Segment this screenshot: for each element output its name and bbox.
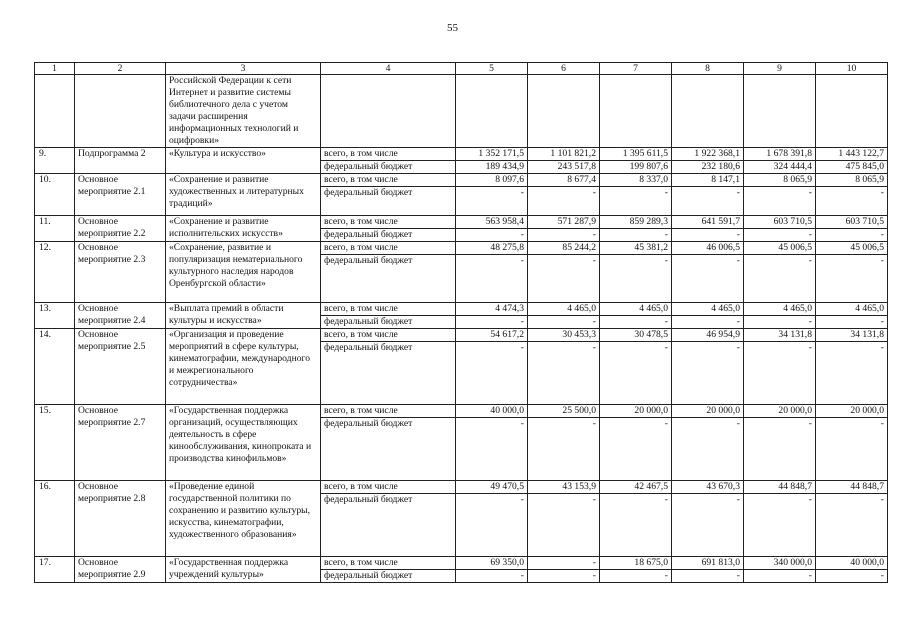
- amount-cell: 189 434,9: [456, 161, 528, 174]
- amount-cell: -: [600, 570, 672, 583]
- table-body: [35, 63, 888, 583]
- header-cell: 5: [456, 63, 528, 75]
- amount-cell: -: [816, 494, 888, 557]
- row-kind: Основное мероприятие 2.9: [75, 557, 166, 583]
- empty-cell: [321, 75, 456, 148]
- amount-cell: -: [816, 418, 888, 481]
- amount-cell: -: [456, 418, 528, 481]
- empty-cell: [600, 75, 672, 148]
- amount-cell: 4 465,0: [600, 303, 672, 316]
- amount-cell: -: [744, 316, 816, 329]
- funding-label: всего, в том числе: [321, 216, 456, 229]
- amount-cell: 603 710,5: [816, 216, 888, 229]
- amount-cell: 691 813,0: [672, 557, 744, 570]
- amount-cell: 18 675,0: [600, 557, 672, 570]
- amount-cell: 1 443 122,7: [816, 148, 888, 161]
- amount-cell: 4 474,3: [456, 303, 528, 316]
- amount-cell: 48 275,8: [456, 242, 528, 255]
- table-row: [35, 405, 888, 418]
- amount-cell: -: [744, 229, 816, 242]
- measure-name: «Сохранение и развитие исполнительских искусств»: [166, 216, 321, 242]
- empty-cell: [75, 75, 166, 148]
- table-row: [35, 329, 888, 342]
- amount-cell: 49 470,5: [456, 481, 528, 494]
- amount-cell: -: [672, 570, 744, 583]
- measure-name: «Сохранение и развитие художественных и литературных традиций»: [166, 174, 321, 216]
- amount-cell: -: [816, 342, 888, 405]
- amount-cell: 340 000,0: [744, 557, 816, 570]
- amount-cell: 45 381,2: [600, 242, 672, 255]
- empty-cell: [456, 75, 528, 148]
- amount-cell: 4 465,0: [528, 303, 600, 316]
- row-number: 10.: [35, 174, 75, 216]
- amount-cell: -: [816, 316, 888, 329]
- amount-cell: -: [672, 255, 744, 303]
- amount-cell: -: [816, 229, 888, 242]
- table-row: [35, 216, 888, 229]
- row-number: 15.: [35, 405, 75, 481]
- amount-cell: 4 465,0: [816, 303, 888, 316]
- amount-cell: -: [528, 255, 600, 303]
- table-row: [35, 148, 888, 161]
- measure-name: Российской Федерации к сети Интернет и развитие системы библиотечного дела с учетом задачи расширения информационных технологий и оцифровки»: [166, 75, 321, 148]
- header-cell: 9: [744, 63, 816, 75]
- amount-cell: 199 807,6: [600, 161, 672, 174]
- amount-cell: 34 131,8: [744, 329, 816, 342]
- table-row: [35, 242, 888, 255]
- amount-cell: -: [600, 255, 672, 303]
- amount-cell: 69 350,0: [456, 557, 528, 570]
- row-number: 9.: [35, 148, 75, 174]
- funding-label: всего, в том числе: [321, 148, 456, 161]
- amount-cell: 30 478,5: [600, 329, 672, 342]
- funding-label: федеральный бюджет: [321, 418, 456, 481]
- amount-cell: 8 065,9: [744, 174, 816, 187]
- row-number: 11.: [35, 216, 75, 242]
- amount-cell: -: [600, 316, 672, 329]
- empty-cell: [672, 75, 744, 148]
- amount-cell: 85 244,2: [528, 242, 600, 255]
- row-kind: Основное мероприятие 2.2: [75, 216, 166, 242]
- amount-cell: 54 617,2: [456, 329, 528, 342]
- amount-cell: -: [456, 187, 528, 216]
- funding-label: федеральный бюджет: [321, 187, 456, 216]
- measure-name: «Выплата премий в области культуры и искусства»: [166, 303, 321, 329]
- amount-cell: -: [456, 255, 528, 303]
- row-kind: Основное мероприятие 2.4: [75, 303, 166, 329]
- amount-cell: -: [528, 187, 600, 216]
- amount-cell: -: [456, 342, 528, 405]
- funding-label: всего, в том числе: [321, 557, 456, 570]
- row-kind: Основное мероприятие 2.7: [75, 405, 166, 481]
- amount-cell: -: [600, 342, 672, 405]
- amount-cell: -: [672, 418, 744, 481]
- amount-cell: 43 670,3: [672, 481, 744, 494]
- amount-cell: -: [456, 229, 528, 242]
- empty-cell: [528, 75, 600, 148]
- amount-cell: 43 153,9: [528, 481, 600, 494]
- measure-name: «Государственная поддержка организаций, осуществляющих деятельность в сфере кинообслуживания, кинопроката и производства кинофильмов»: [166, 405, 321, 481]
- amount-cell: 571 287,9: [528, 216, 600, 229]
- empty-cell: [744, 75, 816, 148]
- amount-cell: -: [744, 494, 816, 557]
- amount-cell: -: [456, 316, 528, 329]
- empty-cell: [816, 75, 888, 148]
- row-number: 17.: [35, 557, 75, 583]
- amount-cell: 44 848,7: [744, 481, 816, 494]
- amount-cell: 45 006,5: [816, 242, 888, 255]
- amount-cell: -: [528, 316, 600, 329]
- header-row: [35, 63, 888, 75]
- budget-table: [34, 62, 888, 583]
- amount-cell: 34 131,8: [816, 329, 888, 342]
- header-cell: 1: [35, 63, 75, 75]
- amount-cell: -: [528, 557, 600, 570]
- amount-cell: 475 845,0: [816, 161, 888, 174]
- amount-cell: 30 453,3: [528, 329, 600, 342]
- continuation-row: [35, 75, 888, 148]
- amount-cell: 859 289,3: [600, 216, 672, 229]
- row-number: 16.: [35, 481, 75, 557]
- amount-cell: -: [456, 494, 528, 557]
- measure-name: «Проведение единой государственной политики по сохранению и развитию культуры, искусства, кинематографии, художественного образования»: [166, 481, 321, 557]
- funding-label: федеральный бюджет: [321, 255, 456, 303]
- amount-cell: -: [528, 342, 600, 405]
- measure-name: «Государственная поддержка учреждений культуры»: [166, 557, 321, 583]
- funding-label: всего, в том числе: [321, 174, 456, 187]
- table-row: [35, 303, 888, 316]
- row-kind: Основное мероприятие 2.3: [75, 242, 166, 303]
- amount-cell: -: [744, 187, 816, 216]
- amount-cell: 641 591,7: [672, 216, 744, 229]
- amount-cell: -: [528, 494, 600, 557]
- header-cell: 4: [321, 63, 456, 75]
- amount-cell: -: [672, 187, 744, 216]
- amount-cell: 1 922 368,1: [672, 148, 744, 161]
- amount-cell: -: [816, 255, 888, 303]
- header-cell: 10: [816, 63, 888, 75]
- amount-cell: -: [816, 187, 888, 216]
- amount-cell: 20 000,0: [672, 405, 744, 418]
- amount-cell: -: [600, 418, 672, 481]
- amount-cell: 8 677,4: [528, 174, 600, 187]
- amount-cell: 1 101 821,2: [528, 148, 600, 161]
- header-cell: 7: [600, 63, 672, 75]
- funding-label: всего, в том числе: [321, 303, 456, 316]
- header-cell: 6: [528, 63, 600, 75]
- funding-label: федеральный бюджет: [321, 316, 456, 329]
- amount-cell: -: [816, 570, 888, 583]
- funding-label: федеральный бюджет: [321, 570, 456, 583]
- amount-cell: -: [744, 255, 816, 303]
- empty-cell: [35, 75, 75, 148]
- amount-cell: 4 465,0: [744, 303, 816, 316]
- amount-cell: -: [600, 494, 672, 557]
- amount-cell: -: [528, 229, 600, 242]
- measure-name: «Сохранение, развитие и популяризация нематериального культурного наследия народов Оренбургской области»: [166, 242, 321, 303]
- amount-cell: 20 000,0: [744, 405, 816, 418]
- amount-cell: 1 678 391,8: [744, 148, 816, 161]
- row-number: 14.: [35, 329, 75, 405]
- amount-cell: 1 352 171,5: [456, 148, 528, 161]
- amount-cell: 8 147,1: [672, 174, 744, 187]
- amount-cell: 8 065,9: [816, 174, 888, 187]
- row-number: 12.: [35, 242, 75, 303]
- funding-label: федеральный бюджет: [321, 161, 456, 174]
- row-kind: Подпрограмма 2: [75, 148, 166, 174]
- row-kind: Основное мероприятие 2.1: [75, 174, 166, 216]
- amount-cell: 4 465,0: [672, 303, 744, 316]
- header-cell: 3: [166, 63, 321, 75]
- amount-cell: -: [600, 229, 672, 242]
- funding-label: федеральный бюджет: [321, 342, 456, 405]
- amount-cell: -: [528, 418, 600, 481]
- amount-cell: -: [744, 418, 816, 481]
- funding-label: всего, в том числе: [321, 481, 456, 494]
- amount-cell: 44 848,7: [816, 481, 888, 494]
- row-kind: Основное мероприятие 2.8: [75, 481, 166, 557]
- amount-cell: 8 337,0: [600, 174, 672, 187]
- amount-cell: 243 517,8: [528, 161, 600, 174]
- amount-cell: 232 180,6: [672, 161, 744, 174]
- amount-cell: -: [672, 316, 744, 329]
- row-number: 13.: [35, 303, 75, 329]
- amount-cell: -: [744, 342, 816, 405]
- amount-cell: 25 500,0: [528, 405, 600, 418]
- funding-label: всего, в том числе: [321, 405, 456, 418]
- amount-cell: -: [672, 494, 744, 557]
- header-cell: 2: [75, 63, 166, 75]
- table-row: [35, 174, 888, 187]
- page-number: 55: [447, 22, 458, 34]
- funding-label: всего, в том числе: [321, 329, 456, 342]
- amount-cell: 46 006,5: [672, 242, 744, 255]
- amount-cell: 8 097,6: [456, 174, 528, 187]
- row-kind: Основное мероприятие 2.5: [75, 329, 166, 405]
- table-row: [35, 481, 888, 494]
- amount-cell: -: [672, 229, 744, 242]
- amount-cell: -: [672, 342, 744, 405]
- funding-label: федеральный бюджет: [321, 229, 456, 242]
- table-row: [35, 557, 888, 570]
- measure-name: «Организация и проведение мероприятий в сфере культуры, кинематографии, международного и межрегионального сотрудничества»: [166, 329, 321, 405]
- header-cell: 8: [672, 63, 744, 75]
- amount-cell: 45 006,5: [744, 242, 816, 255]
- funding-label: федеральный бюджет: [321, 494, 456, 557]
- amount-cell: 20 000,0: [816, 405, 888, 418]
- amount-cell: 603 710,5: [744, 216, 816, 229]
- amount-cell: 1 395 611,5: [600, 148, 672, 161]
- amount-cell: -: [744, 570, 816, 583]
- amount-cell: 563 958,4: [456, 216, 528, 229]
- amount-cell: 40 000,0: [816, 557, 888, 570]
- amount-cell: 324 444,4: [744, 161, 816, 174]
- measure-name: «Культура и искусство»: [166, 148, 321, 174]
- amount-cell: 20 000,0: [600, 405, 672, 418]
- amount-cell: 42 467,5: [600, 481, 672, 494]
- amount-cell: 40 000,0: [456, 405, 528, 418]
- amount-cell: 46 954,9: [672, 329, 744, 342]
- funding-label: всего, в том числе: [321, 242, 456, 255]
- amount-cell: -: [528, 570, 600, 583]
- amount-cell: -: [456, 570, 528, 583]
- amount-cell: -: [600, 187, 672, 216]
